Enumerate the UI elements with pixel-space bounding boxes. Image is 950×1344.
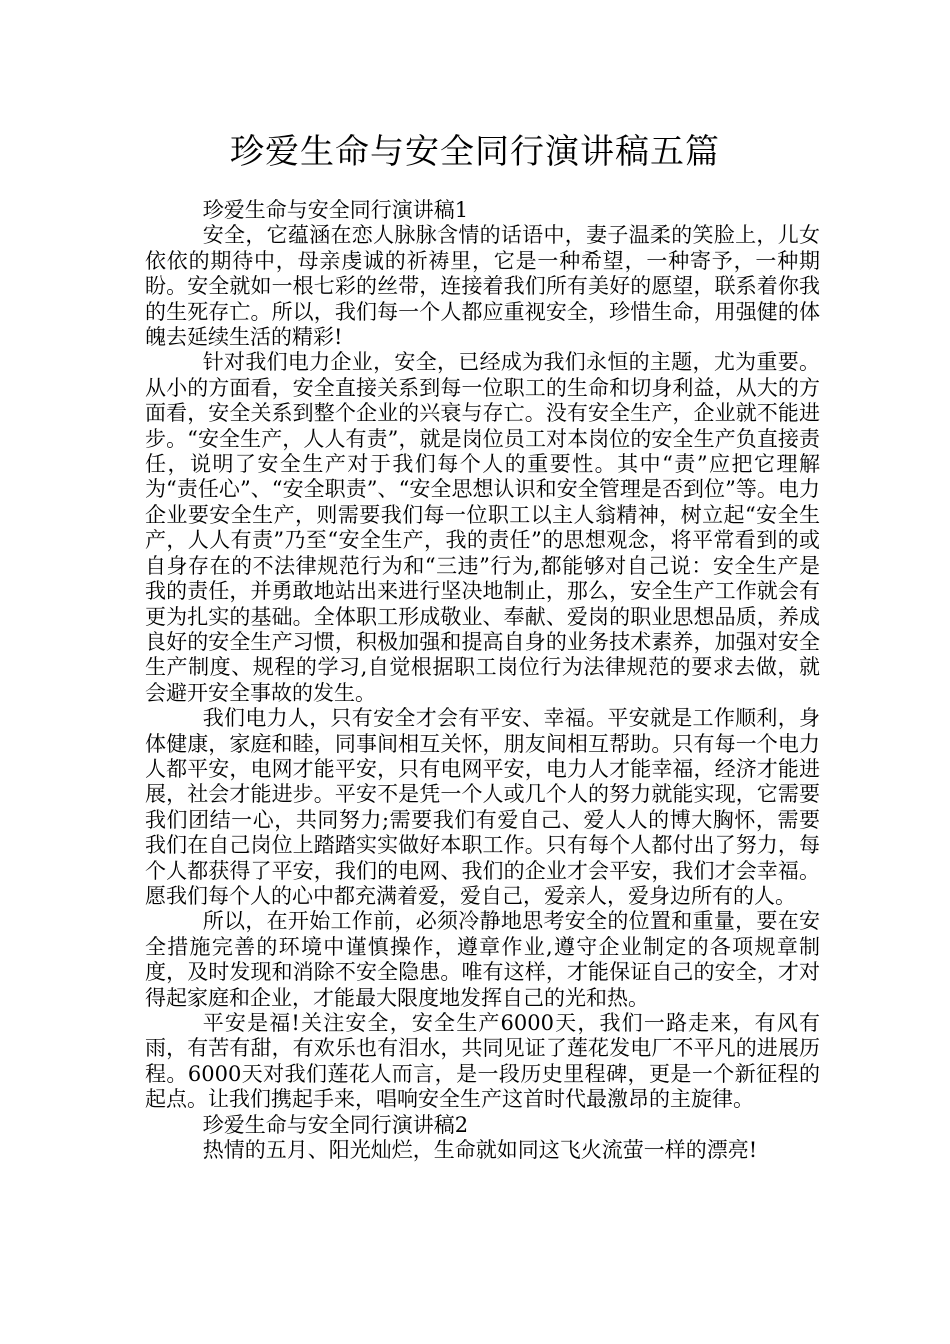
document-body	[145, 198, 820, 1163]
paragraph: 热情的五月、阳光灿烂，生命就如同这飞火流萤一样的漂亮!	[202, 1138, 758, 1163]
document-title: 珍爱生命与安全同行演讲稿五篇	[230, 132, 720, 172]
paragraph: 安全，它蕴涵在恋人脉脉含情的话语中，妻子温柔的笑脸上，儿女依依的期待中，母亲虔诚的祈祷里，它是一种希望，一种寄予，一种期盼。安全就如一根七彩的丝带，连接着我们所有美好的愿望，联系着你我的生死存亡。所以，我们每一个人都应重视安全，珍惜生命，用强健的体魄去延续生活的精彩!	[145, 223, 820, 350]
paragraph: 针对我们电力企业，安全，已经成为我们永恒的主题，尤为重要。从小的方面看，安全直接关系到每一位职工的生命和切身利益，从大的方面看，安全关系到整个企业的兴衰与存亡。没有安全生产，企业就不能进步。“安全生产，人人有责”，就是岗位员工对本岗位的安全生产负直接责任，说明了安全生产对于我们每个人的重要性。其中“责”应把它理解为“责任心”、“安全职责”、“安全思想认识和安全管理是否到位”等。电力企业要安全生产，则需要我们每一位职工以主人翁精神，树立起“安全生产，人人有责”乃至“安全生产，我的责任”的思想观念，将平常看到的或自身存在的不法律规范行为和“三违”行为,都能够对自己说：安全生产是我的责任，并勇敢地站出来进行坚决地制止，那么，安全生产工作就会有更为扎实的基础。全体职工形成敬业、奉献、爱岗的职业思想品质，养成良好的安全生产习惯，积极加强和提高自身的业务技术素养，加强对安全生产制度、规程的学习,自觉根据职工岗位行为法律规范的要求去做，就会避开安全事故的发生。	[145, 350, 820, 705]
section-heading-2: 珍爱生命与安全同行演讲稿2	[202, 1112, 469, 1137]
section-heading-1: 珍爱生命与安全同行演讲稿1	[202, 198, 469, 222]
paragraph: 我们电力人，只有安全才会有平安、幸福。平安就是工作顺利，身体健康，家庭和睦，同事间相互关怀，朋友间相互帮助。只有每一个电力人都平安，电网才能平安，只有电网平安，电力人才能幸福，经济才能进展，社会才能进步。平安不是凭一个人或几个人的努力就能实现，它需要我们团结一心，共同努力;需要我们有爱自己、爱人人的博大胸怀，需要我们在自己岗位上踏踏实实做好本职工作。只有每个人都付出了努力，每个人都获得了平安，我们的电网、我们的企业才会平安，我们才会幸福。愿我们每个人的心中都充满着爱，爱自己，爱亲人，爱身边所有的人。	[145, 706, 820, 908]
paragraph: 所以，在开始工作前，必须冷静地思考安全的位置和重量，要在安全措施完善的环境中谨慎操作，遵章作业,遵守企业制定的各项规章制度，及时发现和消除不安全隐患。唯有这样，才能保证自己的安全，才对得起家庭和企业，才能最大限度地发挥自己的光和热。	[145, 909, 820, 1010]
paragraph: 平安是福!关注安全，安全生产6000天，我们一路走来，有风有雨，有苦有甜，有欢乐也有泪水，共同见证了莲花发电厂不平凡的进展历程。6000天对我们莲花人而言，是一段历史里程碑，更是一个新征程的起点。让我们携起手来，唱响安全生产这首时代最激昂的主旋律。	[145, 1011, 820, 1112]
